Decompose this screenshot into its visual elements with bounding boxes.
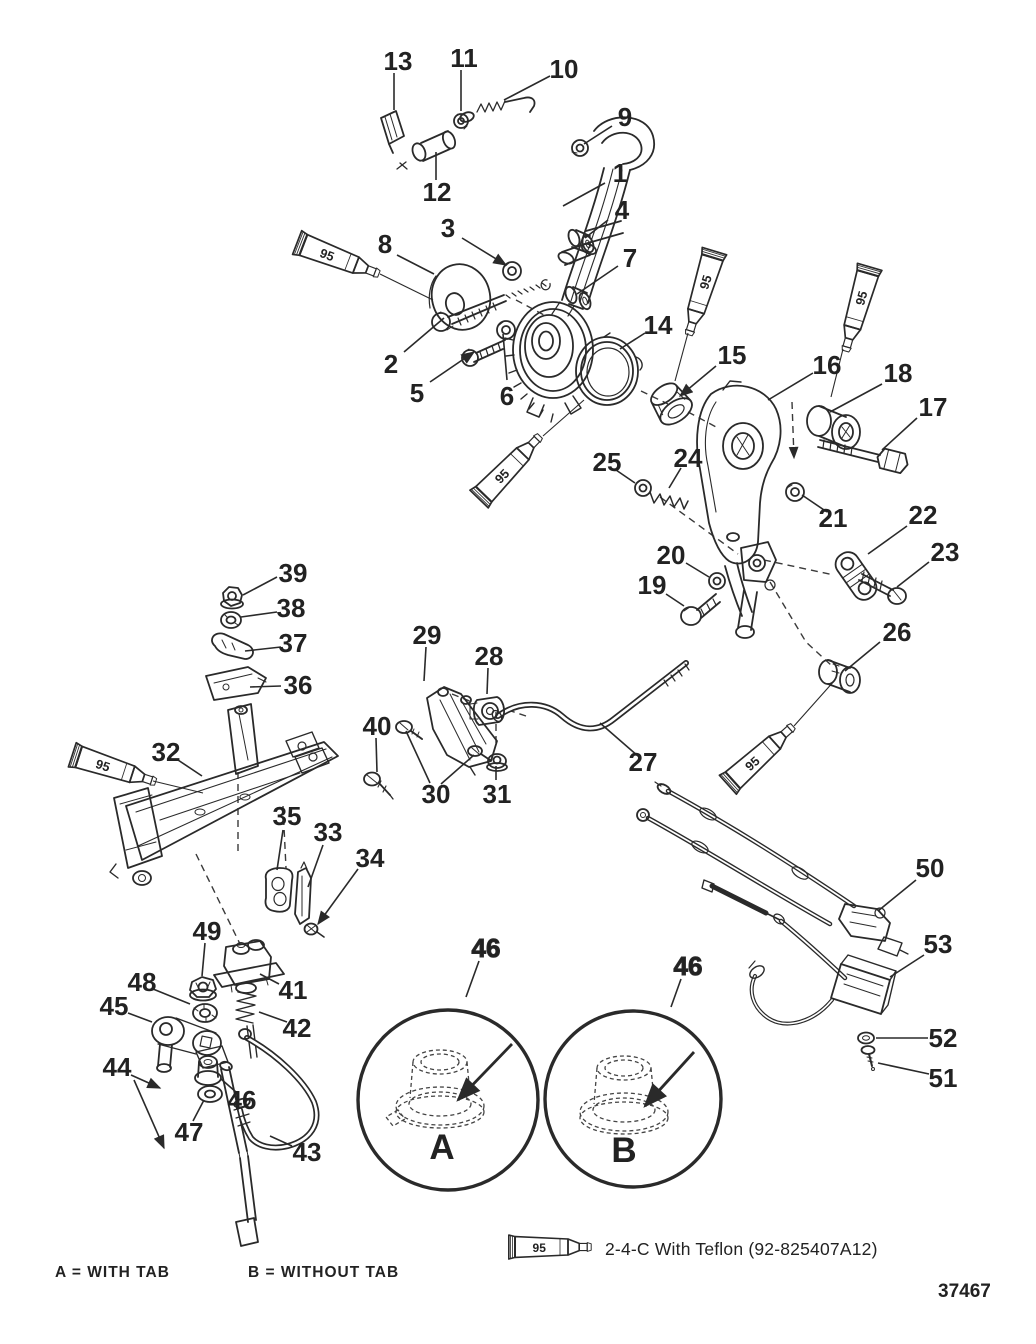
leader-line-35 [277, 830, 283, 870]
callout-45: 45 [99, 991, 129, 1021]
leader-line-38 [241, 612, 277, 617]
callout-42: 42 [282, 1013, 312, 1043]
tube-leader-line [675, 333, 688, 381]
part-17-bolt [818, 440, 910, 474]
part-27-shift-rod [490, 663, 689, 728]
part-12-pin [397, 130, 457, 169]
leader-line-45 [128, 1013, 152, 1022]
part-31-nut [487, 754, 507, 771]
callout-38: 38 [276, 593, 306, 623]
part-26-bushing [819, 660, 860, 693]
callout-6: 6 [499, 381, 515, 411]
part-22-link [831, 548, 880, 604]
leader-line-30 [406, 731, 430, 783]
part-50-connector [839, 904, 890, 941]
tube-label: 95 [742, 753, 763, 774]
callout-24: 24 [673, 443, 703, 473]
part-49-nut [190, 977, 216, 1001]
callout-26: 26 [882, 617, 912, 647]
part-42-spring [236, 983, 257, 1058]
callout-3: 3 [440, 213, 456, 243]
leader-line-46-inset-b [671, 979, 681, 1007]
callout-22: 22 [908, 500, 938, 530]
tube-label: 95 [696, 273, 715, 292]
callout-33: 33 [313, 817, 343, 847]
part-15-bushing-cup [645, 377, 697, 430]
leader-line-5 [430, 352, 474, 382]
lube-tube-icon [509, 1235, 591, 1259]
leader-line-33 [308, 845, 323, 887]
callout-4: 4 [614, 195, 630, 225]
callout-2: 2 [383, 349, 399, 379]
callout-1: 1 [612, 158, 628, 188]
inset-letter-b: B [611, 1131, 637, 1170]
tube-label: 95 [852, 289, 871, 307]
tube-label: 95 [491, 465, 513, 487]
part-5-screw [462, 340, 505, 366]
callout-29: 29 [412, 620, 442, 650]
inset-letter-a: A [429, 1128, 455, 1167]
leader-line-48 [153, 989, 190, 1004]
parts-artwork [110, 97, 910, 1246]
part-29-cam-bracket [427, 687, 497, 775]
leader-line-44 [134, 1080, 164, 1148]
lube-tube-icon [833, 263, 882, 354]
callout-18: 18 [883, 358, 913, 388]
leader-line-3 [462, 238, 506, 265]
inset-layer [358, 933, 721, 1190]
callout-8: 8 [377, 229, 393, 259]
part-37-clip [212, 633, 253, 659]
leader-line-40 [376, 738, 377, 772]
lubricant-legend-text: 2-4-C With Teflon (92-825407A12) [605, 1239, 878, 1259]
lube-tube-icon [677, 247, 727, 338]
leader-line-7 [577, 266, 618, 294]
leader-line-18 [830, 384, 882, 412]
part-25-nut [635, 480, 651, 496]
part-13-anchor-block [381, 111, 404, 153]
callout-47: 47 [174, 1117, 204, 1147]
leader-line-22 [868, 526, 907, 554]
tube-label: 95 [532, 1240, 546, 1255]
part-32-mounting-bracket [110, 704, 338, 885]
part-51-screw [862, 1046, 875, 1071]
drawing-number: 37467 [938, 1281, 991, 1302]
leader-line-16 [768, 373, 813, 400]
tube-leader-line [794, 680, 835, 726]
leader-line-9 [584, 126, 612, 144]
part-24-spring [650, 492, 688, 509]
callout-23: 23 [930, 537, 960, 567]
inset-detail-a [358, 933, 538, 1190]
leader-line-39 [243, 577, 277, 595]
part-19-bolt [681, 594, 720, 625]
part-40-screw [364, 773, 393, 800]
tube-leader-line [380, 274, 433, 300]
leader-line-28 [487, 668, 488, 694]
leader-line-8 [397, 255, 434, 274]
callout-21: 21 [818, 503, 848, 533]
part-21-nut [786, 483, 804, 501]
callout-11: 11 [450, 43, 478, 73]
part-20-nut [709, 573, 725, 589]
callout-5: 5 [409, 378, 425, 408]
lube-tube-icon [470, 427, 549, 508]
callout-25: 25 [592, 447, 622, 477]
callout-34: 34 [355, 843, 385, 873]
callout-51: 51 [928, 1063, 958, 1093]
callout-41: 41 [278, 975, 308, 1005]
leader-line-10 [504, 76, 550, 100]
callout-44: 44 [102, 1052, 132, 1082]
leader-line-1 [563, 183, 605, 206]
legend-a-with-tab: A = WITH TAB [55, 1264, 170, 1281]
callout-16: 16 [812, 350, 842, 380]
part-52-washer [858, 1033, 874, 1044]
callout-35: 35 [272, 801, 302, 831]
tube-leader-line [543, 400, 584, 436]
part-cables-harness [637, 782, 908, 1071]
callout-39: 39 [278, 558, 308, 588]
callout-46-inset-a: 46 [471, 933, 501, 963]
part-10-link-rod [459, 97, 535, 123]
leader-line-32 [178, 760, 202, 776]
callout-27: 27 [628, 747, 658, 777]
callout-9: 9 [617, 102, 633, 132]
part-47-washer [198, 1086, 222, 1102]
lube-tube-icon [719, 717, 801, 795]
callout-10: 10 [549, 54, 579, 84]
part-34-screw [305, 924, 325, 938]
part-36-plate [206, 667, 266, 700]
leader-line-23 [897, 562, 929, 587]
callout-48: 48 [127, 967, 157, 997]
callout-19: 19 [637, 570, 667, 600]
callout-46: 46 [227, 1085, 257, 1115]
leader-line-26 [845, 642, 880, 671]
inset-pointer-arrow [645, 1052, 694, 1106]
leader-line-17 [882, 418, 917, 450]
leader-line-34 [318, 869, 358, 924]
lube-tube-icon [293, 231, 384, 286]
leader-line-53 [890, 955, 924, 977]
leader-line-29 [424, 647, 426, 681]
callout-28: 28 [474, 641, 504, 671]
leader-line-19 [666, 594, 684, 606]
leader-line-51 [878, 1063, 929, 1074]
part-46-bushing [195, 1056, 221, 1085]
callout-17: 17 [918, 392, 948, 422]
callout-52: 52 [928, 1023, 958, 1053]
callout-14: 14 [643, 310, 673, 340]
callout-12: 12 [422, 177, 452, 207]
tube-label: 95 [93, 756, 112, 775]
callout-30: 30 [421, 779, 451, 809]
lube-tube-icon [68, 743, 159, 794]
leader-line-15 [680, 366, 716, 396]
part-38-locknut [221, 612, 241, 628]
part-7-spacer [563, 285, 592, 310]
callout-37: 37 [278, 628, 308, 658]
leader-line-49 [202, 943, 205, 976]
callout-32: 32 [151, 737, 181, 767]
callout-20: 20 [656, 540, 686, 570]
inset-detail-b [545, 951, 721, 1187]
callout-46-inset-b: 46 [673, 951, 703, 981]
part-33-clip [295, 862, 311, 924]
callout-15: 15 [717, 340, 747, 370]
leader-line-14 [620, 333, 645, 349]
callout-49: 49 [192, 916, 222, 946]
callout-36: 36 [283, 670, 313, 700]
callout-31: 31 [482, 779, 512, 809]
part-48-washer [193, 1004, 217, 1022]
part-6-nut [497, 321, 515, 339]
leader-line-2 [404, 318, 444, 352]
leader-line-20 [686, 563, 709, 577]
callout-40: 40 [362, 711, 392, 741]
callout-7: 7 [622, 243, 638, 273]
callout-50: 50 [915, 853, 945, 883]
part-39-nut [221, 587, 243, 609]
part-35-grommet [265, 868, 292, 912]
callout-53: 53 [923, 929, 953, 959]
leader-line-36 [250, 686, 281, 687]
callout-43: 43 [292, 1137, 322, 1167]
inset-pointer-arrow [458, 1044, 512, 1100]
leader-line-46-inset-a [466, 961, 479, 997]
legend-b-without-tab: B = WITHOUT TAB [248, 1264, 400, 1281]
leader-line-50 [878, 880, 916, 911]
tube-label: 95 [317, 245, 337, 265]
callout-13: 13 [383, 46, 413, 76]
part-41-switch [214, 940, 284, 992]
